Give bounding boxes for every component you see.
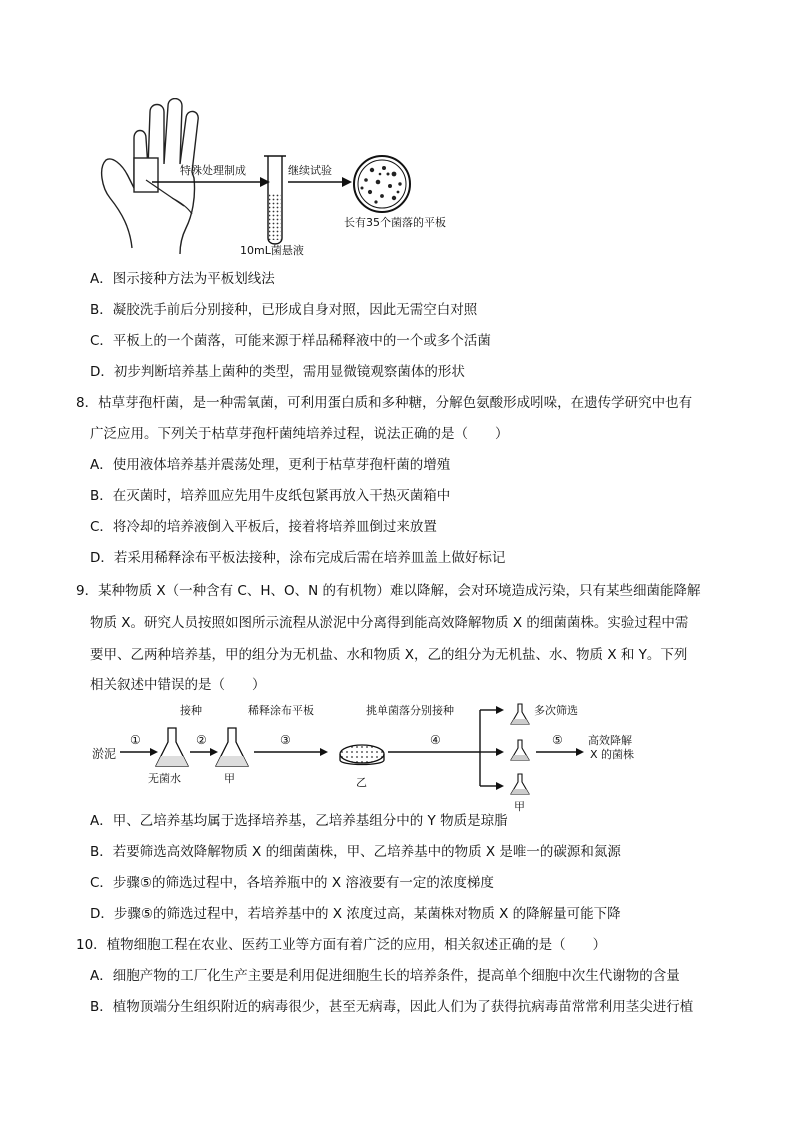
q8-stem-line2: 广泛应用。下列关于枯草芽孢杆菌纯培养过程，说法正确的是（ ） [90, 426, 509, 442]
q8-option-d: D．若采用稀释涂布平板法接种，涂布完成后需在培养皿盖上做好标记 [90, 550, 506, 566]
label-inoculate: 接种 [180, 704, 202, 717]
label-tube: 10mL菌悬液 [240, 244, 304, 257]
svg-text:④: ④ [430, 733, 441, 747]
flask-sterile-water-icon [156, 728, 188, 766]
petri-plate-icon [354, 156, 410, 212]
small-flask-icon [511, 740, 529, 760]
q7-option-a: A．图示接种方法为平板划线法 [90, 271, 275, 287]
label-plate: 长有35个菌落的平板 [344, 216, 446, 229]
q8-option-a: A．使用液体培养基并震荡处理，更利于枯草芽孢杆菌的增殖 [90, 457, 451, 473]
svg-text:②: ② [196, 733, 207, 747]
label-result-1: 高效降解 [588, 734, 632, 747]
q10-option-a: A．细胞产物的工厂化生产主要是利用促进细胞生长的培养条件，提高单个细胞中次生代谢物的含量 [90, 968, 680, 984]
flow-arrow-4 [388, 733, 480, 752]
q7-option-c: C．平板上的一个菌落，可能来源于样品稀释液中的一个或多个活菌 [90, 333, 491, 349]
swab-icon [146, 180, 192, 214]
label-continue: 继续试验 [288, 164, 332, 177]
svg-text:⑤: ⑤ [552, 733, 563, 747]
label-process: 特殊处理制成 [180, 164, 246, 177]
flow-arrow-1 [120, 733, 158, 756]
small-flask-icon [511, 774, 529, 794]
svg-text:③: ③ [280, 733, 291, 747]
plate-yi-icon [340, 745, 384, 765]
q8-option-b: B．在灭菌时，培养皿应先用牛皮纸包紧再放入干热灭菌箱中 [90, 488, 451, 504]
q7-option-b: B．凝胶洗手前后分别接种，已形成自身对照，因此无需空白对照 [90, 302, 478, 318]
arrow-continue [288, 163, 352, 187]
label-jia-2: 甲 [514, 800, 525, 813]
q9-stem-line4: 相关叙述中错误的是（ ） [90, 677, 266, 693]
q9-stem-line1: 9．某种物质 X（一种含有 C、H、O、N 的有机物）难以降解，会对环境造成污染，只有某些细菌能降解 [76, 583, 701, 599]
q10-stem: 10．植物细胞工程在农业、医药工业等方面有着广泛的应用，相关叙述正确的是（ ） [76, 937, 607, 953]
flask-jia-icon [216, 728, 248, 766]
flow-arrow-2 [190, 733, 218, 756]
label-sterile-water: 无菌水 [148, 772, 181, 785]
label-result-2: X 的菌株 [590, 748, 635, 761]
q8-stem-line1: 8．枯草芽孢杆菌，是一种需氧菌，可利用蛋白质和多种糖，分解色氨酸形成吲哚，在遗传学研究中也有 [76, 395, 693, 411]
hand-culture-figure [92, 98, 452, 258]
q9-stem-line2: 物质 X。研究人员按照如图所示流程从淤泥中分离得到能高效降解物质 X 的细菌菌株。实验过程中需 [90, 615, 689, 631]
label-multi-screen: 多次筛选 [534, 704, 578, 717]
test-tube-icon [264, 156, 286, 244]
label-dilute-plate: 稀释涂布平板 [248, 704, 314, 717]
q8-option-c: C．将冷却的培养液倒入平板后，接着将培养皿倒过来放置 [90, 519, 437, 535]
q9-option-a: A．甲、乙培养基均属于选择培养基，乙培养基组分中的 Y 物质是琼脂 [90, 813, 508, 829]
q9-stem-line3: 要甲、乙两种培养基，甲的组分为无机盐、水和物质 X，乙的组分为无机盐、水、物质 X 和 Y。下列 [90, 647, 688, 663]
screening-flow-figure [90, 700, 650, 820]
flow-arrow-5 [536, 733, 584, 756]
flow-start-label: 淤泥 [92, 747, 117, 761]
svg-text:①: ① [130, 733, 141, 747]
label-jia-1: 甲 [224, 772, 235, 785]
branch-arrows [480, 710, 496, 786]
label-pick-colony: 挑单菌落分别接种 [366, 704, 454, 717]
q9-option-b: B．若要筛选高效降解物质 X 的细菌菌株，甲、乙培养基中的物质 X 是唯一的碳源和氮源 [90, 844, 621, 860]
q9-option-d: D．步骤⑤的筛选过程中，若培养基中的 X 浓度过高，某菌株对物质 X 的降解量可能下降 [90, 906, 621, 922]
q9-option-c: C．步骤⑤的筛选过程中，各培养瓶中的 X 溶液要有一定的浓度梯度 [90, 875, 494, 891]
label-yi: 乙 [356, 776, 367, 789]
q7-option-d: D．初步判断培养基上菌种的类型，需用显微镜观察菌体的形状 [90, 364, 465, 380]
arrow-process [152, 163, 270, 187]
q10-option-b: B．植物顶端分生组织附近的病毒很少，甚至无病毒，因此人们为了获得抗病毒苗常常利用茎尖进行植 [90, 999, 694, 1015]
small-flask-icon [511, 704, 529, 724]
flow-arrow-3 [254, 733, 328, 756]
